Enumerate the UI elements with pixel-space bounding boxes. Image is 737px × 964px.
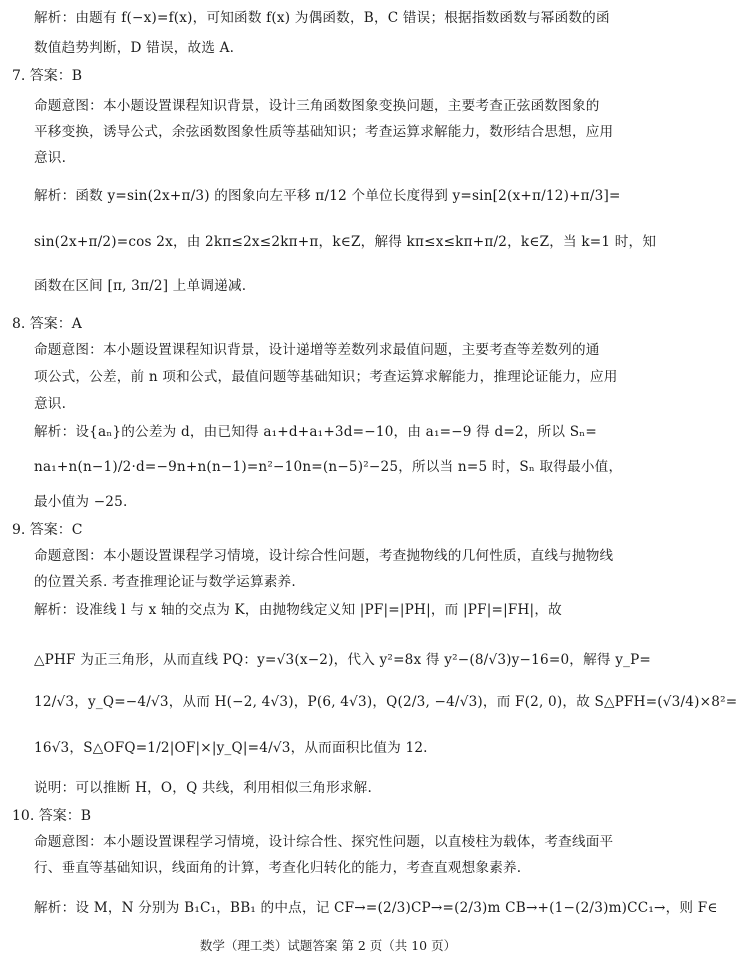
q9-intent-line-1: 命题意图：本小题设置课程学习情境，设计综合性问题，考查抛物线的几何性质，直线与抛物线 [34, 548, 614, 564]
q9-analysis-line-1: 解析：设准线 l 与 x 轴的交点为 K，由抛物线定义知 |PF|=|PH|，而 |PF|=|FH|，故 [34, 602, 562, 618]
q9-note: 说明：可以推断 H，O，Q 共线，利用相似三角形求解. [34, 780, 372, 796]
q8-intent-line-3: 意识. [34, 396, 67, 412]
q9-heading: 9. 答案：C [12, 522, 83, 538]
q8-analysis-line-3: 最小值为 −25. [34, 494, 128, 510]
q7-intent-line-3: 意识. [34, 150, 67, 166]
page-footer: 数学（理工类）试题答案 第 2 页（共 10 页） [199, 938, 457, 953]
q7-analysis-line-2: sin(2x+π/2)=cos 2x，由 2kπ≤2x≤2kπ+π，k∈Z，解得 kπ≤x≤kπ+π/2，k∈Z，当 k=1 时，知 [34, 234, 657, 250]
q7-analysis-line-1: 解析：函数 y=sin(2x+π/3) 的图象向左平移 π/12 个单位长度得到 y=sin[2(x+π/12)+π/3]= [34, 188, 621, 204]
q9-analysis-line-2: △PHF 为正三角形，从而直线 PQ：y=√3(x−2)，代入 y²=8x 得 y²−(8/√3)y−16=0，解得 y_P= [34, 652, 652, 668]
q9-analysis-line-4: 16√3，S△OFQ=1/2|OF|×|y_Q|=4/√3，从而面积比值为 12. [34, 740, 428, 756]
q9-analysis-line-3: 12/√3，y_Q=−4/√3，从而 H(−2, 4√3)，P(6, 4√3)，Q(2/3, −4/√3)，而 F(2, 0)，故 S△PFH=(√3/4)×8²= [34, 694, 737, 710]
q7-intent-line-1: 命题意图：本小题设置课程知识背景，设计三角函数图象变换问题，主要考查正弦函数图象的 [34, 98, 600, 114]
q7-analysis-line-3: 函数在区间 [π, 3π/2] 上单调递减. [34, 278, 247, 294]
q10-analysis-line-1: 解析：设 M，N 分别为 B₁C₁，BB₁ 的中点，记 CF→=(2/3)CP→=(2/3)m CB→+(1−(2/3)m)CC₁→，则 F∈ [34, 900, 718, 916]
q6-analysis-line-1: 解析：由题有 f(−x)=f(x)，可知函数 f(x) 为偶函数，B，C 错误；根据指数函数与幂函数的函 [34, 10, 610, 26]
q10-heading: 10. 答案：B [12, 808, 92, 824]
q6-analysis-line-2: 数值趋势判断，D 错误，故选 A. [34, 40, 235, 56]
q7-heading: 7. 答案：B [12, 68, 83, 84]
q8-analysis-line-1: 解析：设{aₙ}的公差为 d，由已知得 a₁+d+a₁+3d=−10，由 a₁=−9 得 d=2，所以 Sₙ= [34, 424, 597, 440]
q8-intent-line-1: 命题意图：本小题设置课程知识背景，设计递增等差数列求最值问题，主要考查等差数列的通 [34, 342, 600, 358]
q7-intent-line-2: 平移变换，诱导公式，余弦函数图象性质等基础知识；考查运算求解能力，数形结合思想，应用 [34, 124, 614, 140]
q10-intent-line-1: 命题意图：本小题设置课程学习情境，设计综合性、探究性问题，以直棱柱为载体，考查线面平 [34, 834, 614, 850]
q8-intent-line-2: 项公式，公差，前 n 项和公式，最值问题等基础知识；考查运算求解能力，推理论证能力，应用 [34, 369, 618, 385]
q8-analysis-line-2: na₁+n(n−1)/2·d=−9n+n(n−1)=n²−10n=(n−5)²−25，所以当 n=5 时，Sₙ 取得最小值， [34, 459, 623, 475]
q10-intent-line-2: 行、垂直等基础知识，线面角的计算，考查化归转化的能力，考查直观想象素养. [34, 860, 522, 876]
q9-intent-line-2: 的位置关系. 考查推理论证与数学运算素养. [34, 574, 296, 590]
q8-heading: 8. 答案：A [12, 316, 82, 332]
